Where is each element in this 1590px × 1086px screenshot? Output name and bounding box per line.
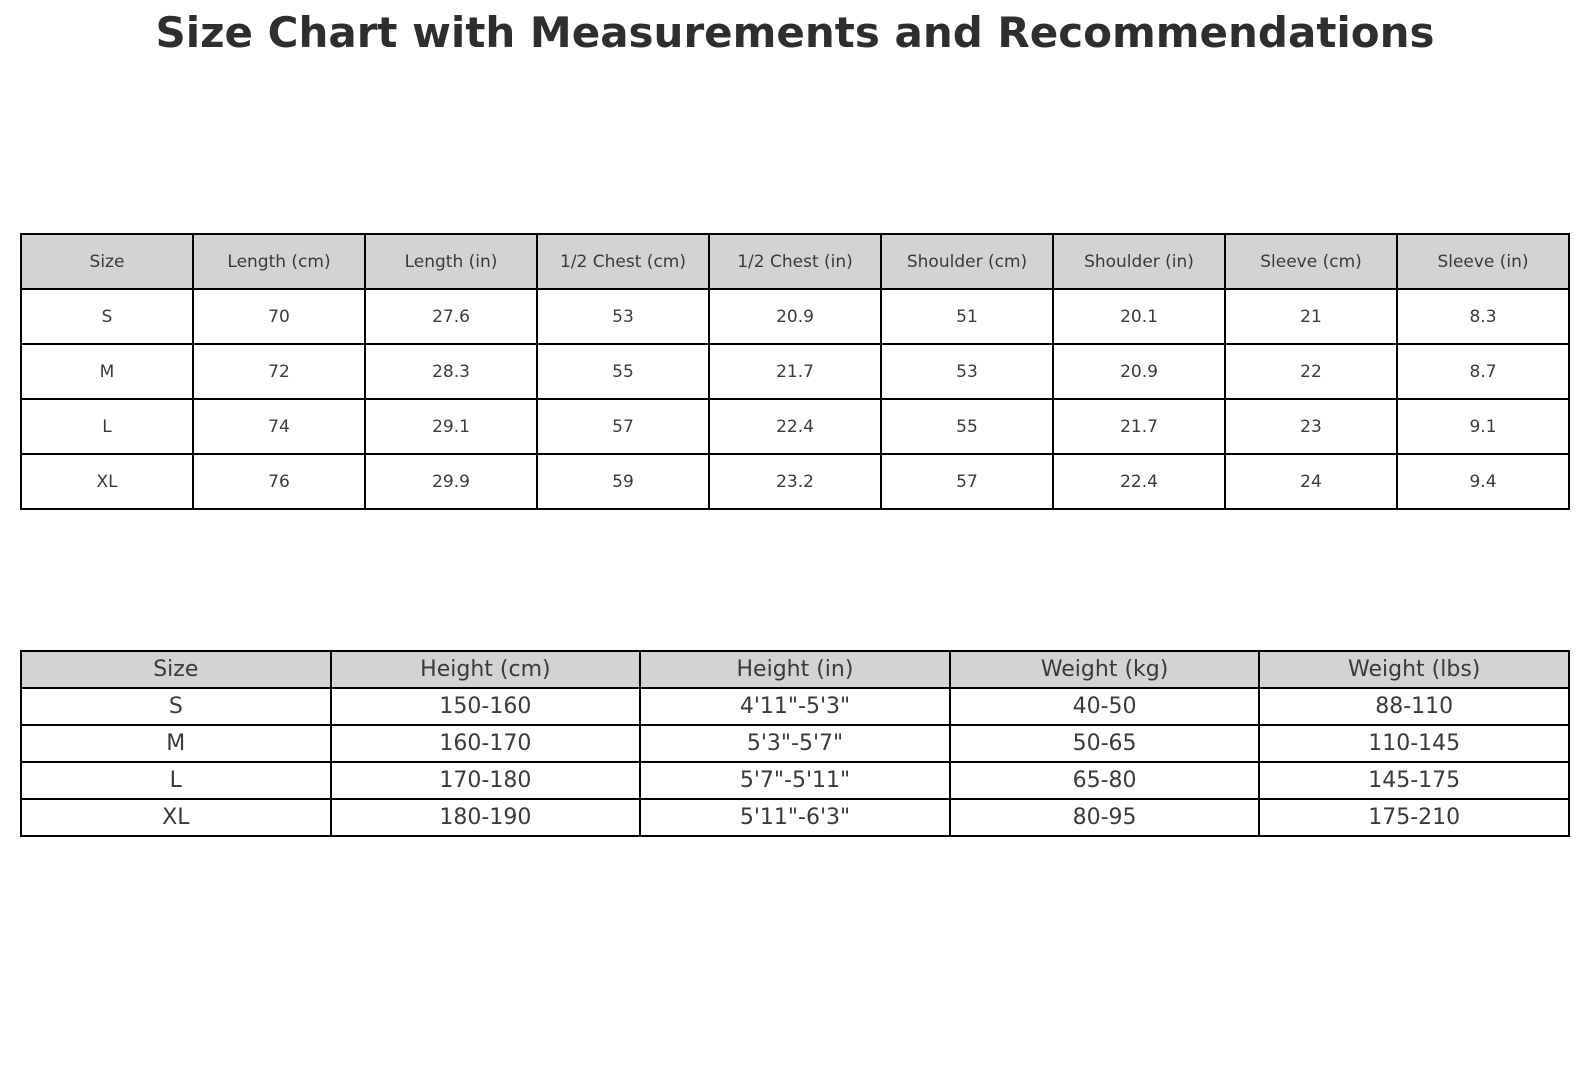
table-cell: 65-80 — [950, 762, 1260, 799]
column-header: Weight (kg) — [950, 651, 1260, 688]
table-cell: 28.3 — [365, 344, 537, 399]
table-cell: 70 — [193, 289, 365, 344]
table-cell: 5'3"-5'7" — [640, 725, 950, 762]
table-cell: 80-95 — [950, 799, 1260, 836]
table-cell: 145-175 — [1259, 762, 1569, 799]
table-cell: 57 — [881, 454, 1053, 509]
table-cell: 88-110 — [1259, 688, 1569, 725]
table-cell: 29.9 — [365, 454, 537, 509]
table-cell: 72 — [193, 344, 365, 399]
table-cell: 24 — [1225, 454, 1397, 509]
column-header: Sleeve (cm) — [1225, 234, 1397, 289]
table-cell: 160-170 — [331, 725, 641, 762]
table-row — [21, 725, 1569, 762]
table-row — [21, 688, 1569, 725]
table-cell: 150-160 — [331, 688, 641, 725]
table-cell: M — [21, 344, 193, 399]
page-title: Size Chart with Measurements and Recommendations — [155, 8, 1435, 57]
column-header: Shoulder (in) — [1053, 234, 1225, 289]
table-cell: 170-180 — [331, 762, 641, 799]
table-cell: 20.1 — [1053, 289, 1225, 344]
table-cell: 55 — [881, 399, 1053, 454]
table-row — [21, 399, 1569, 454]
table-cell: 8.7 — [1397, 344, 1569, 399]
table-cell: 20.9 — [1053, 344, 1225, 399]
table-cell: 20.9 — [709, 289, 881, 344]
table-cell: 51 — [881, 289, 1053, 344]
table-cell: 27.6 — [365, 289, 537, 344]
column-header: Size — [21, 651, 331, 688]
table-cell: 50-65 — [950, 725, 1260, 762]
table-cell: 23.2 — [709, 454, 881, 509]
table-cell: 23 — [1225, 399, 1397, 454]
measurements-table — [20, 233, 1570, 510]
table-cell: 8.3 — [1397, 289, 1569, 344]
table-cell: 22.4 — [709, 399, 881, 454]
table-cell: 53 — [537, 289, 709, 344]
column-header: Shoulder (cm) — [881, 234, 1053, 289]
column-header: Size — [21, 234, 193, 289]
table-cell: L — [21, 399, 193, 454]
table-cell: S — [21, 688, 331, 725]
table-cell: XL — [21, 799, 331, 836]
table-cell: 180-190 — [331, 799, 641, 836]
recommendations-table — [20, 650, 1570, 837]
table-cell: XL — [21, 454, 193, 509]
table-cell: 21.7 — [709, 344, 881, 399]
column-header: Height (cm) — [331, 651, 641, 688]
table-cell: 76 — [193, 454, 365, 509]
column-header: Sleeve (in) — [1397, 234, 1569, 289]
table-cell: 57 — [537, 399, 709, 454]
table-cell: 21 — [1225, 289, 1397, 344]
table-cell: 21.7 — [1053, 399, 1225, 454]
column-header: Length (cm) — [193, 234, 365, 289]
header-row — [21, 651, 1569, 688]
table-cell: 5'7"-5'11" — [640, 762, 950, 799]
table-cell: 74 — [193, 399, 365, 454]
table-cell: 175-210 — [1259, 799, 1569, 836]
table-row — [21, 344, 1569, 399]
table-row — [21, 799, 1569, 836]
table-cell: 9.1 — [1397, 399, 1569, 454]
table-cell: 4'11"-5'3" — [640, 688, 950, 725]
table-cell: 53 — [881, 344, 1053, 399]
table-row — [21, 289, 1569, 344]
table-cell: S — [21, 289, 193, 344]
table-row — [21, 762, 1569, 799]
table-cell: 9.4 — [1397, 454, 1569, 509]
table-row — [21, 454, 1569, 509]
table-cell: 22 — [1225, 344, 1397, 399]
column-header: Length (in) — [365, 234, 537, 289]
table-cell: 29.1 — [365, 399, 537, 454]
column-header: Height (in) — [640, 651, 950, 688]
table-cell: 59 — [537, 454, 709, 509]
table-cell: L — [21, 762, 331, 799]
table-cell: 5'11"-6'3" — [640, 799, 950, 836]
column-header: Weight (lbs) — [1259, 651, 1569, 688]
table-cell: 40-50 — [950, 688, 1260, 725]
table-cell: 110-145 — [1259, 725, 1569, 762]
header-row — [21, 234, 1569, 289]
table-cell: 22.4 — [1053, 454, 1225, 509]
column-header: 1/2 Chest (cm) — [537, 234, 709, 289]
table-cell: M — [21, 725, 331, 762]
table-cell: 55 — [537, 344, 709, 399]
column-header: 1/2 Chest (in) — [709, 234, 881, 289]
